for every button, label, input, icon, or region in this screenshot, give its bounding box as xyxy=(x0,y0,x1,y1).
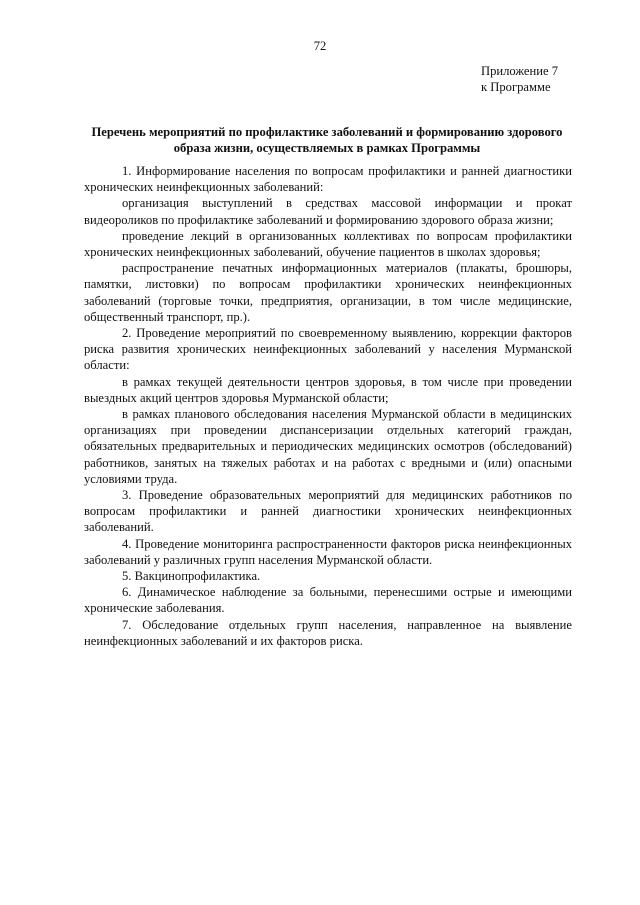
paragraph: 2. Проведение мероприятий по своевременному выявлению, коррекции факторов риска развития хронических неинфекционных заболеваний у населения Мурманской области: xyxy=(84,326,572,373)
paragraph: 1. Информирование населения по вопросам профилактики и ранней диагностики хронических неинфекционных заболеваний: xyxy=(84,164,572,195)
paragraph: 3. Проведение образовательных мероприятий для медицинских работников по вопросам профилактики и ранней диагностики хронических неинфекционных заболеваний. xyxy=(84,488,572,535)
paragraph: организация выступлений в средствах массовой информации и прокат видеороликов по профилактике заболеваний и формированию здорового образа жизни; xyxy=(84,196,572,227)
paragraph: 5. Вакцинопрофилактика. xyxy=(122,569,261,584)
page-number: 72 xyxy=(313,39,327,53)
appendix-line: Приложение 7 xyxy=(481,64,559,78)
paragraph: 4. Проведение мониторинга распространенности факторов риска неинфекционных заболеваний у различных групп населения Мурманской области. xyxy=(84,536,572,567)
document-title: Перечень мероприятий по профилактике заболеваний и формированию здорового образа жизни, осуществляемых в рамках Программы xyxy=(91,125,563,155)
paragraph: 7. Обследование отдельных групп населения, направленное на выявление неинфекционных заболеваний и их факторов риска. xyxy=(84,617,572,648)
paragraph: в рамках текущей деятельности центров здоровья, в том числе при проведении выездных акций центров здоровья Мурманской области; xyxy=(84,374,572,405)
paragraph: в рамках планового обследования населения Мурманской области в медицинских организациях при проведении диспансеризации отдельных категорий граждан, обязательных предварительных и периодических медицинских осмотров (обследований) работников, занятых на тяжелых работах и на работах с вредными и (или) опасными условиями труда. xyxy=(84,407,572,486)
appendix-line: к Программе xyxy=(481,80,551,94)
appendix-reference xyxy=(481,63,621,95)
paragraph: 6. Динамическое наблюдение за больными, перенесшими острые и имеющими хронические заболевания. xyxy=(84,585,572,616)
paragraph: распространение печатных информационных материалов (плакаты, брошюры, памятки, листовки) по вопросам профилактики хронических неинфекционных заболеваний (торговые точки, предприятия, организации, в том числе медицинские, общественный транспорт, пр.). xyxy=(84,261,572,324)
paragraph: проведение лекций в организованных коллективах по вопросам профилактики хронических неинфекционных заболеваний, обучение пациентов в школах здоровья; xyxy=(84,228,572,260)
document-body xyxy=(84,163,572,649)
